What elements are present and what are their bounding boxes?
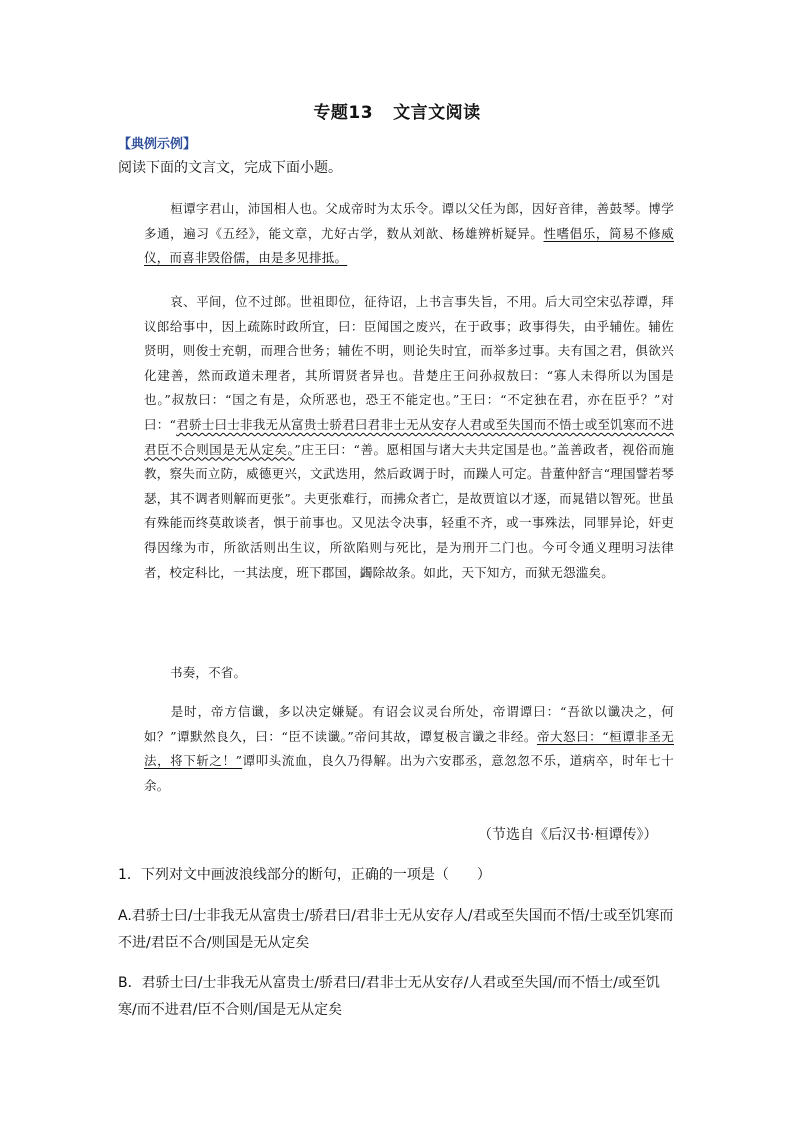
passage-paragraph-1 (144, 197, 674, 271)
p3-text: 书奏，不省。 (170, 665, 247, 680)
section-tag: 【典例示例】 (118, 137, 197, 152)
passage-paragraph-2 (144, 290, 674, 585)
p4-text-a: 是时，帝方信谶，多以决定嫌疑。有诏会议灵台所处，帝谓谭曰：“吾欲以谶决之，何如？”谭默然良久，曰：“臣不读谶。”帝问其故，谭复极言谶之非经。 (144, 704, 674, 744)
source-citation: （节选自《后汉书·桓谭传》） (478, 827, 658, 843)
p1-underlined-text: 性嗜倡乐，简易不修威仪，而喜非毁俗儒，由是多见排抵。 (144, 225, 674, 266)
option-a: A.君骄士曰/士非我无从富贵士/骄君曰/君非士无从安存人/君或至失国而不悟/士或至饥寒而不进/君臣不合/则国是无从定矣 (118, 908, 674, 951)
p2-text-b: ”庄王曰：“善。愿相国与诸大夫共定国是也。”盖善政者，视俗而施教，察失而立防，威德更兴，文武迭用，然后政调于时，而躁人可定。昔董仲舒言“理国譬若琴瑟，其不调者则解而更张”。夫更张难行，而拂众者亡，是故贾谊以才逐，而晁错以智死。世虽有殊能而终莫敢谈者，惧于前事也。又见法令决事，轻重不齐，或一事殊法，同罪异论，奸吏得因缘为市，所欲活则出生议，所欲陷则与死比，是为刑开二门也。今可令通义理明习法律者，校定科比，一其法度，班下郡国，蠲除故条。如此，天下知方，而狱无怨滥矣。 (144, 441, 674, 580)
p4-text-c: 谭叩头流血，良久乃得解。出为六安郡丞，意忽忽不乐，道病卒，时年七十余。 (144, 753, 674, 793)
p2-text-a: 哀、平间，位不过郎。世祖即位，征待诏，上书言事失旨，不用。后大司空宋弘荐谭，拜议郎给事中，因上疏陈时政所宜，曰：臣闻国之废兴，在于政事；政事得失，由乎辅佐。辅佐贤明，则俊士充朝，而理合世务；辅佐不明，则论失时宜，而举多过事。夫有国之君，俱欲兴化建善，然而政道未理者，其所谓贤者异也。昔楚庄王问孙叔敖曰：“寡人未得所以为国是也。”叔敖曰：“国之有是，众所恶也，恐王不能定也。”王曰：“不定独在君，亦在臣乎？”对曰：“ (144, 294, 674, 432)
option-b: B．君骄士曰/士非我无从富贵士/骄君曰/君非士无从安存/人君或至失国/而不悟士/或至饥寒/而不进君/臣不合则/国是无从定矣 (118, 975, 660, 1018)
page-title (0, 98, 794, 123)
p4-underlined-text: 帝大怒曰：“桓谭非圣无法，将下斩之！” (144, 728, 674, 769)
p1-text: 桓谭字君山，沛国相人也。父成帝时为太乐令。谭以父任为郎，因好音律，善鼓琴。博学多通，遍习《五经》，能文章，尤好古学，数从刘歆、杨雄辨析疑异。 (144, 201, 674, 241)
question-1: 1．下列对文中画波浪线部分的断句，正确的一项是（ ） (118, 867, 491, 883)
passage-paragraph-3 (144, 661, 674, 686)
title-main: 专题13 (313, 103, 374, 123)
passage-paragraph-4 (144, 700, 674, 798)
p2-wavy-text: 君骄士曰士非我无从富贵士骄君曰君非士无从安存人君或至失国而不悟士或至饥寒而不进君臣不合则国是无从定矣。 (144, 416, 674, 457)
title-sub: 文言文阅读 (393, 103, 481, 123)
instruction-text: 阅读下面的文言文，完成下面小题。 (118, 160, 342, 176)
